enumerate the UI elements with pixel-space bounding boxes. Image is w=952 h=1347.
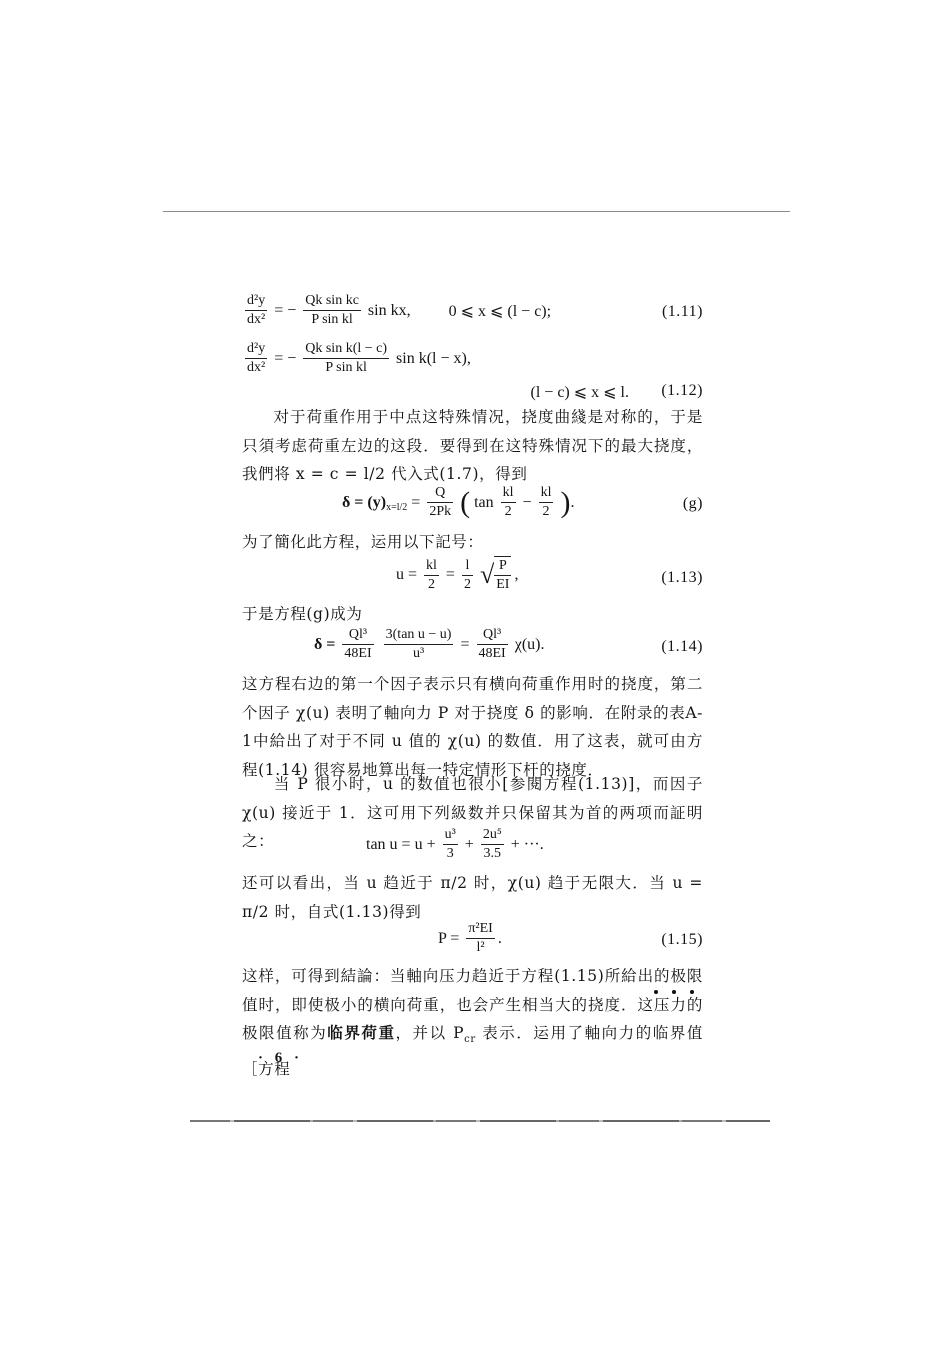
left-paren: (	[460, 485, 471, 519]
emphasis-dot	[672, 990, 676, 994]
lhs-fraction: $\frac{\text{d²y}}{\text{dx²}}$	[247, 293, 266, 327]
equation-tan-series: tan u = u + $\frac{\text{u³}}{3}$ + $\frac{\text{2u⁵}}{3.5}$ + ···.	[366, 827, 544, 861]
paragraph: 于是方程(g)成为	[242, 605, 363, 623]
equation-number: (1.13)	[661, 569, 703, 586]
rhs-fraction: $\frac{\text{Qk sin k(l − c)}}{\text{P sin kl}}$	[305, 341, 388, 375]
paragraph: 当 P 很小时，u 的数值也很小[参閱方程(1.13)]，而因子 χ(u) 接近于 1．这可用下列級数并只保留其为首的两项而証明之：	[242, 775, 703, 850]
equation-1-12: $\frac{\text{d²y}}{\text{dx²}}$ = − $\frac{\text{Qk sin k(l − c)}}{\text{P sin kl}}$ sin k(l − x),	[247, 341, 471, 375]
rhs-fraction: $\frac{\text{Qk sin kc}}{\text{P sin kl}}$	[305, 293, 359, 327]
equation-1-15: P = $\frac{\text{π²EI}}{\text{l²}}$ . (1.15)	[438, 921, 703, 955]
emphasis-dot	[654, 990, 658, 994]
range: (l − c) ⩽ x ⩽ l.	[530, 384, 629, 401]
paragraph: 这方程右边的第一个因子表示只有横向荷重作用时的挠度，第二个因子 χ(u) 表明了軸向力 P 对于挠度 δ 的影响．在附录的表A-1中給出了对于不同 u 值的 χ(u) 的数值．用了这表，就可由方程(1.14) 很容易地算出每一特定情形下杆的挠度．	[242, 675, 703, 779]
emphasis-dot	[690, 990, 694, 994]
equation-number: (1.14)	[661, 638, 703, 655]
paragraph: 为了簡化此方程，运用以下記号：	[242, 533, 484, 551]
equation-1-13: u = $\frac{kl}{2}$ = $\frac{l}{2}$ √ $\frac{P}{EI}$ , (1.13)	[396, 557, 703, 592]
equation-number: (g)	[682, 495, 703, 512]
right-paren: )	[560, 485, 571, 519]
paragraph: 还可以看出，当 u 趋近于 π/2 时，χ(u) 趋于无限大．当 u = π/2 时，自式(1.13)得到	[242, 874, 703, 921]
equation-number: (1.11)	[661, 303, 703, 320]
paragraph: 这样，可得到結論：当軸向压力趋近于方程(1.15)所給出的极限值时，即使极小的横向荷重，也会产生相当大的挠度．这压力的极限值称为临界荷重，并以 $P_{cr}$ 表示．运用了軸向力的临界值［方程	[242, 967, 703, 1078]
page-number: · 6 ·	[258, 1050, 304, 1066]
critical-load-term: 临界荷重	[327, 1023, 396, 1042]
equation-g: δ = (y)x=l/2 = $\frac{Q}{2Pk}$ ( tan $\frac{kl}{2}$ − $\frac{kl}{2}$ ). (g)	[342, 485, 703, 519]
lhs-fraction: $\frac{\text{d²y}}{\text{dx²}}$	[247, 341, 266, 375]
top-rule	[163, 211, 790, 212]
equation-1-14: δ = $\frac{\text{Ql³}}{48EI}$ $\frac{\text{3(tan u − u)}}{\text{u³}}$ = $\frac{\text{Ql³}}{48EI}$ χ(u). (1.14)	[314, 627, 703, 661]
equation-number: (1.12)	[661, 382, 703, 399]
equation-1-11: $\frac{\text{d²y}}{\text{dx²}}$ = − $\frac{\text{Qk sin kc}}{\text{P sin kl}}$ sin kx, 0 ⩽ x ⩽ (l − c); (1.11)	[247, 293, 703, 327]
range: 0 ⩽ x ⩽ (l − c);	[448, 302, 552, 320]
sqrt-icon: √	[479, 560, 495, 589]
bottom-rule	[190, 1120, 770, 1122]
equation-number: (1.15)	[661, 931, 703, 948]
paragraph: 对于荷重作用于中点这特殊情况，挠度曲綫是对称的，于是只須考虑荷重左边的这段．要得到在这特殊情况下的最大挠度，我們将 x = c = l/2 代入式(1.7)，得到	[242, 408, 703, 483]
q-fraction: $\frac{Q}{2Pk}$	[429, 485, 452, 519]
